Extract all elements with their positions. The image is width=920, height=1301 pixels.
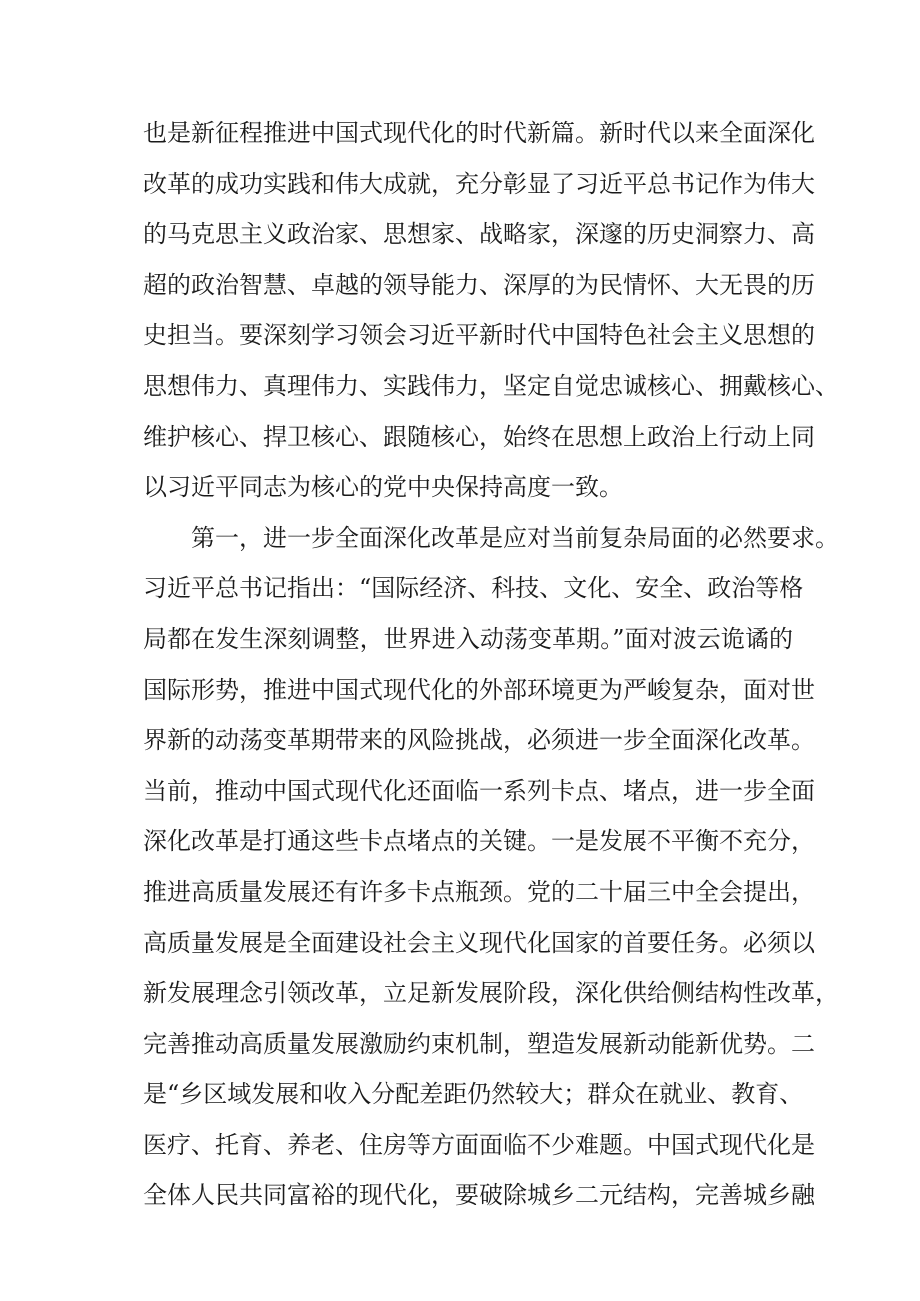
text-line: 当前，推动中国式现代化还面临一系列卡点、堵点，进一步全面 <box>143 776 815 805</box>
text-line: 思想伟力、真理伟力、实践伟力，坚定自觉忠诚核心、拥戴核心、 <box>143 371 839 400</box>
text-line: 是“乡区域发展和收入分配差距仍然较大；群众在就业、教育、 <box>143 1080 804 1109</box>
text-line: 高质量发展是全面建设社会主义现代化国家的首要任务。必须以 <box>143 928 815 957</box>
document-body <box>143 108 839 1221</box>
text-line: 医疗、托育、养老、住房等方面面临不少难题。中国式现代化是 <box>143 1130 815 1159</box>
text-line: 完善推动高质量发展激励约束机制，塑造发展新动能新优势。二 <box>143 1029 815 1058</box>
text-line: 深化改革是打通这些卡点堵点的关键。一是发展不平衡不充分， <box>143 827 815 856</box>
text-line: 习近平总书记指出：“国际经济、科技、文化、安全、政治等格 <box>143 574 804 603</box>
text-line: 超的政治智慧、卓越的领导能力、深厚的为民情怀、大无畏的历 <box>143 270 815 299</box>
text-line: 推进高质量发展还有许多卡点瓶颈。党的二十届三中全会提出， <box>143 877 815 906</box>
text-line: 改革的成功实践和伟大成就，充分彰显了习近平总书记作为伟大 <box>143 169 815 198</box>
text-line: 维护核心、捍卫核心、跟随核心，始终在思想上政治上行动上同 <box>143 422 815 451</box>
text-line: 以习近平同志为核心的党中央保持高度一致。 <box>143 473 623 502</box>
text-line: 国际形势，推进中国式现代化的外部环境更为严峻复杂，面对世 <box>143 675 815 704</box>
paragraph-start-line: 第一，进一步全面深化改革是应对当前复杂局面的必然要求。 <box>191 523 839 552</box>
text-line: 新发展理念引领改革，立足新发展阶段，深化供给侧结构性改革， <box>143 979 839 1008</box>
text-line: 也是新征程推进中国式现代化的时代新篇。新时代以来全面深化 <box>143 119 815 147</box>
text-line: 史担当。要深刻学习领会习近平新时代中国特色社会主义思想的 <box>143 321 815 350</box>
text-line: 的马克思主义政治家、思想家、战略家，深邃的历史洞察力、高 <box>143 220 815 249</box>
text-line: 全体人民共同富裕的现代化，要破除城乡二元结构，完善城乡融 <box>143 1181 815 1210</box>
text-line: 界新的动荡变革期带来的风险挑战，必须进一步全面深化改革。 <box>143 726 815 755</box>
text-line: 局都在发生深刻调整，世界进入动荡变革期。”面对波云诡谲的 <box>143 624 793 653</box>
